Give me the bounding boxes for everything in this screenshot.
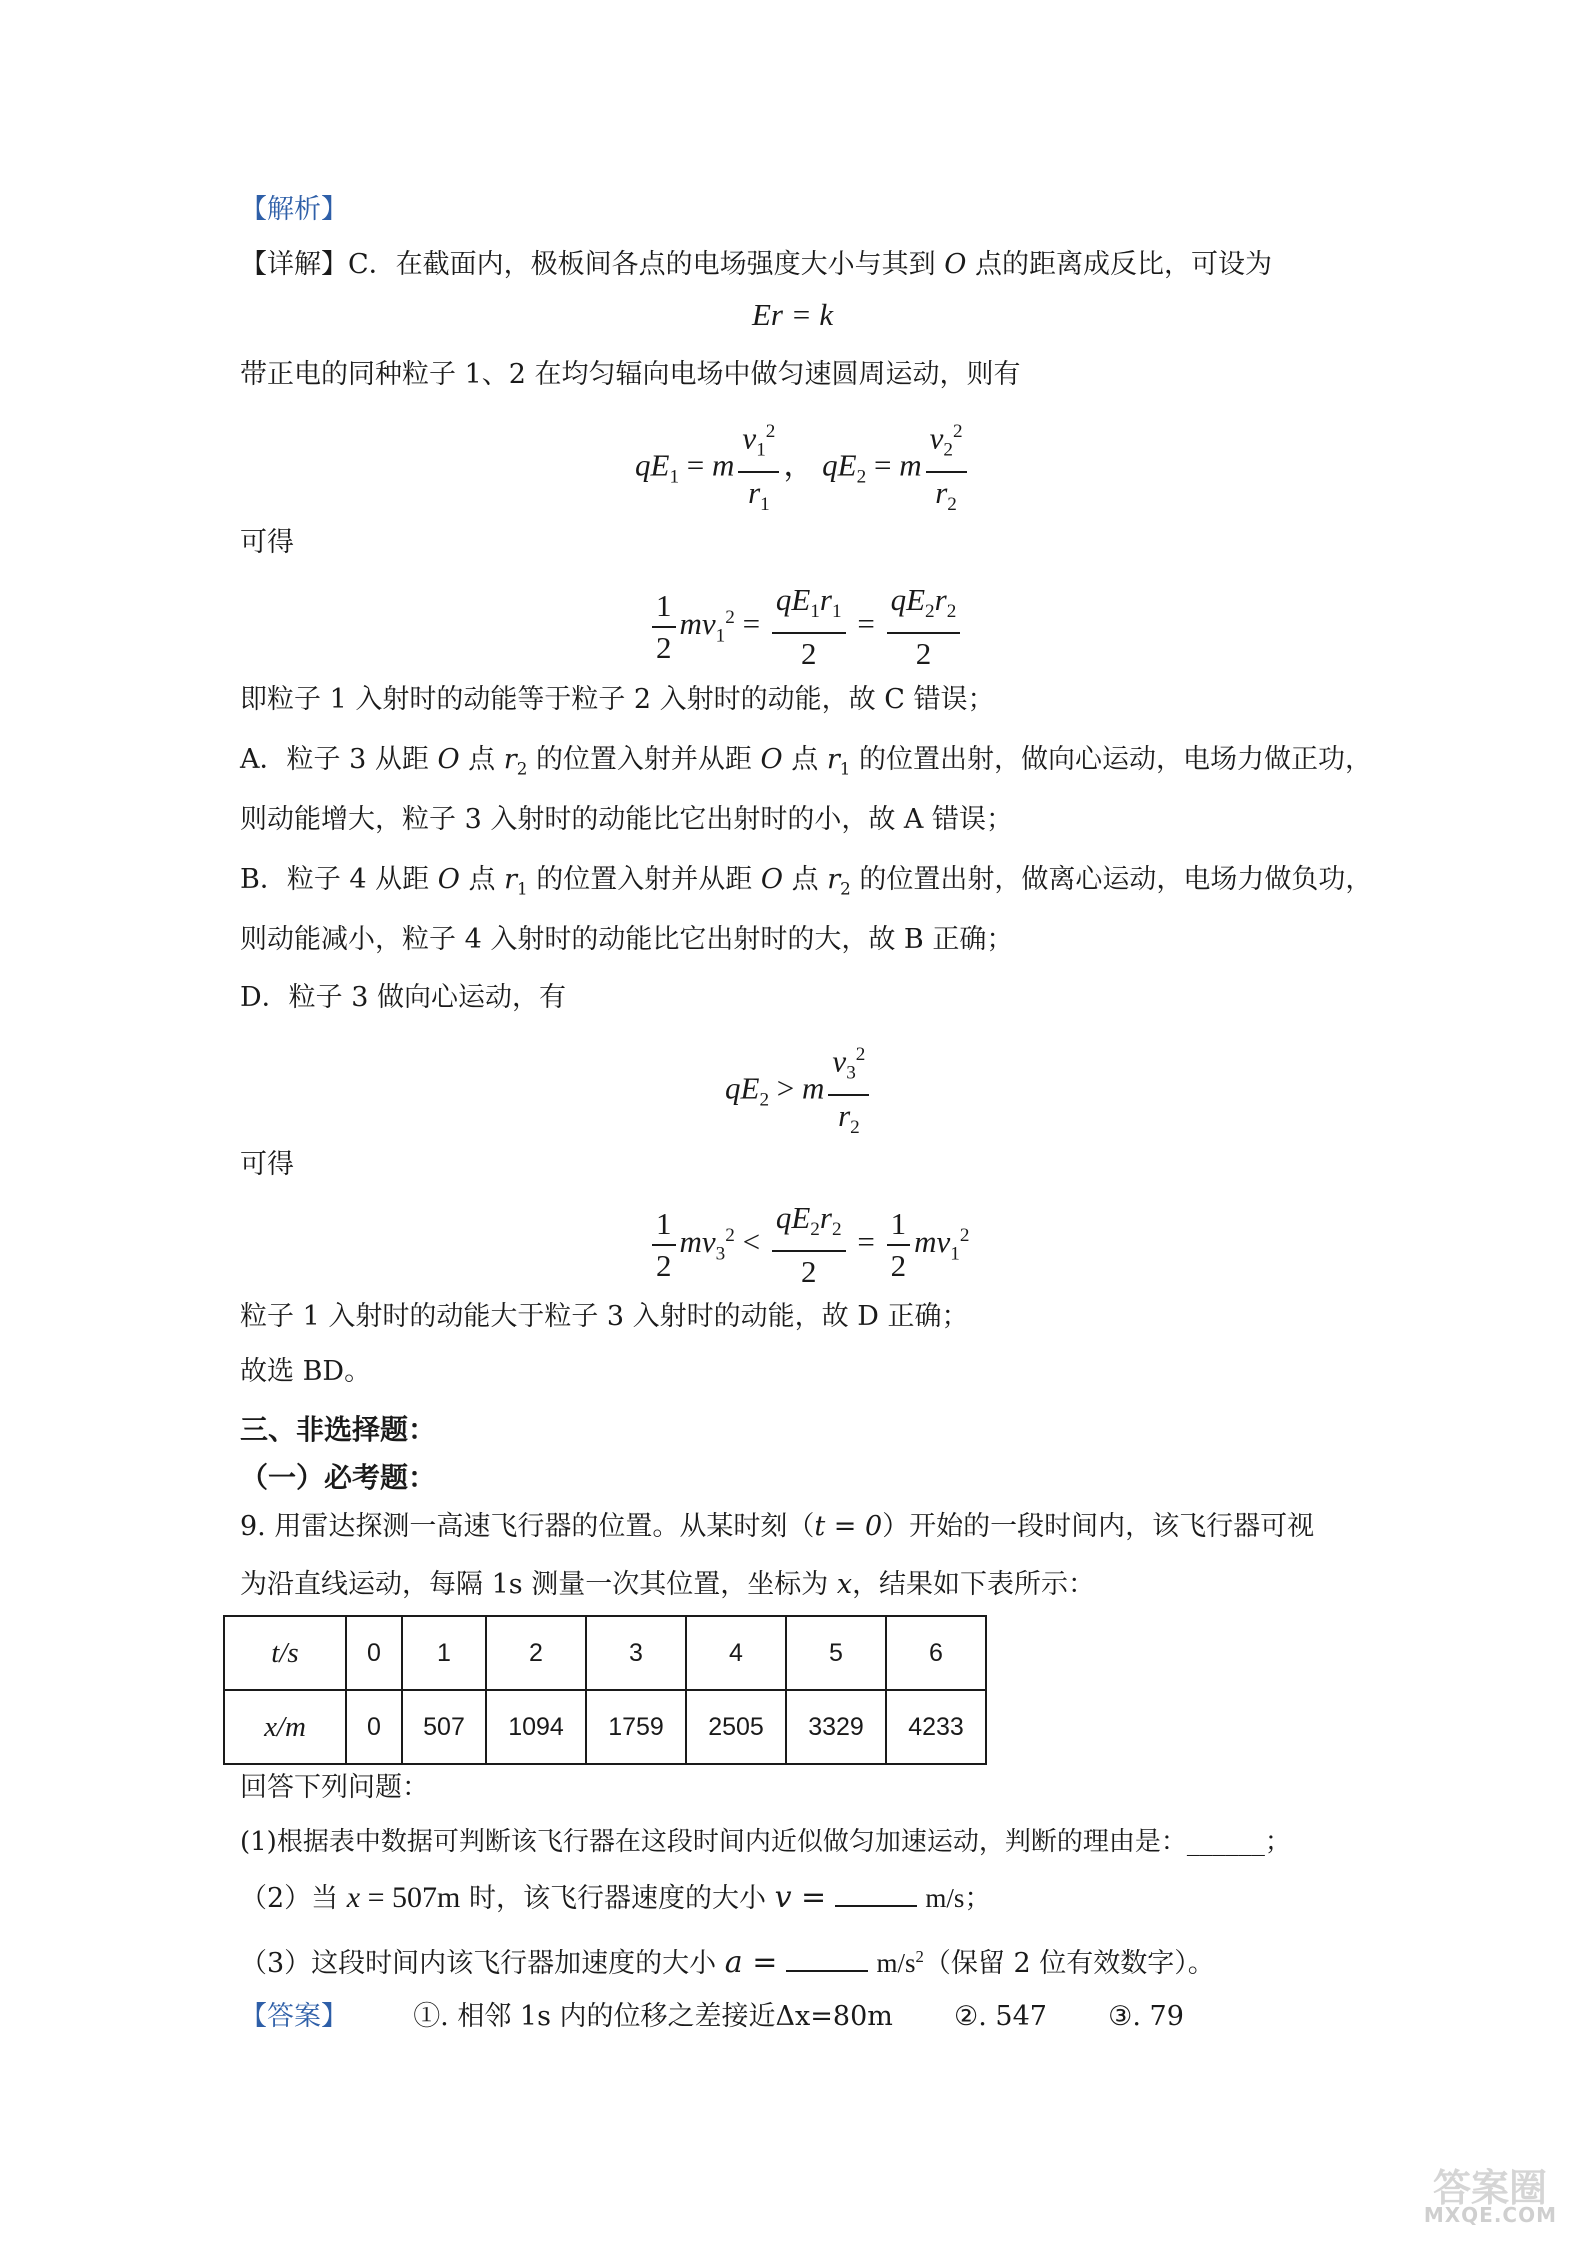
table-row-time — [224, 1616, 986, 1690]
table-cell: 1759 — [586, 1690, 686, 1764]
position-time-table — [223, 1615, 987, 1765]
equation-circular-motion: $qE_1 = m$ $\frac{v_1^2}{r_1}$ ， $qE_2 = m$ $\frac{v_2^2}{r_2}$ — [635, 412, 971, 525]
answer-tag: 【答案】 — [240, 2001, 348, 2032]
can-get-2: 可得 — [240, 1149, 294, 1180]
answer-1: ①. 相邻 1s 内的位移之差接近Δx=80m — [413, 2001, 893, 2032]
sub-question-3: （3）这段时间内该飞行器加速度的大小 $a = m/s^2$（保留 2 位有效数字）。 — [240, 1945, 1215, 1980]
option-a-line2: 则动能增大，粒子 3 入射时的动能比它出射时的小，故 A 错误； — [240, 804, 1014, 835]
particles-paragraph: 带正电的同种粒子 1、2 在均匀辐向电场中做匀速圆周运动，则有 — [240, 359, 1021, 390]
analysis-tag: 【解析】 — [240, 194, 348, 225]
question-9-line2: 为沿直线运动，每隔 1s 测量一次其位置，坐标为 x，结果如下表所示： — [240, 1569, 1096, 1600]
table-row-position — [224, 1690, 986, 1764]
section-3-heading: 三、非选择题： — [240, 1413, 437, 1446]
option-a-line1: A．粒子 3 从距 O 点 $r_2$ 的位置入射并从距 O 点 $r_1$ 的位置出射，做向心运动，电场力做正功， — [240, 744, 1373, 779]
table-cell: 2 — [486, 1616, 586, 1690]
option-d-line: D．粒子 3 做向心运动，有 — [240, 982, 566, 1013]
table-cell: 3 — [586, 1616, 686, 1690]
can-get-1: 可得 — [240, 527, 294, 558]
watermark-logo: 答案圈 — [1432, 2166, 1547, 2210]
table-cell: 4233 — [886, 1690, 986, 1764]
equation-kinetic-energy-equal: $\frac{1}{2}$ $mv_1^2$ = $\frac{qE_1r_1}{2}$ = $\frac{qE_2r_2}{2}$ — [648, 580, 964, 674]
equation-centripetal: $qE_2 > m$ $\frac{v_3^2}{r_2}$ — [725, 1035, 873, 1148]
table-cell: 6 — [886, 1616, 986, 1690]
sub-question-2: （2）当 x = 507m 时，该飞行器速度的大小 v = m/s； — [240, 1880, 992, 1915]
sub-question-1: (1)根据表中数据可判断该飞行器在这段时间内近似做匀加速运动，判断的理由是：______； — [240, 1827, 1291, 1857]
equation-er-k: Er = k — [752, 297, 834, 332]
table-cell: 2505 — [686, 1690, 786, 1764]
table-cell: 1 — [402, 1616, 486, 1690]
table-cell: 1094 — [486, 1690, 586, 1764]
answer-2: ②. 547 — [954, 2001, 1047, 2032]
answer-3: ③. 79 — [1108, 2001, 1184, 2032]
answer-prompt: 回答下列问题： — [240, 1772, 429, 1803]
answer-line — [240, 1997, 1184, 2037]
table-cell: 507 — [402, 1690, 486, 1764]
table-header-t: t/s — [224, 1616, 346, 1690]
answer-blank-3[interactable] — [786, 1944, 868, 1972]
section-3-subheading: （一）必考题： — [240, 1461, 437, 1494]
option-b-line2: 则动能减小，粒子 4 入射时的动能比它出射时的大，故 B 正确； — [240, 924, 1014, 955]
watermark-url: MXQE.COM — [1423, 2203, 1557, 2227]
table-cell: 4 — [686, 1616, 786, 1690]
d-conclusion: 粒子 1 入射时的动能大于粒子 3 入射时的动能，故 D 正确； — [240, 1301, 969, 1332]
answer-blank-2[interactable] — [835, 1879, 917, 1907]
question-9-line1: 9. 用雷达探测一高速飞行器的位置。从某时刻（t = 0）开始的一段时间内，该飞行器可视 — [240, 1511, 1315, 1542]
table-cell: 5 — [786, 1616, 886, 1690]
table-cell: 3329 — [786, 1690, 886, 1764]
final-choice: 故选 BD。 — [240, 1356, 372, 1387]
site-watermark — [1397, 2157, 1557, 2227]
detail-tag: 【详解】 — [240, 249, 348, 280]
c-conclusion: 即粒子 1 入射时的动能等于粒子 2 入射时的动能，故 C 错误； — [240, 684, 995, 715]
table-cell: 0 — [346, 1690, 402, 1764]
table-cell: 0 — [346, 1616, 402, 1690]
detail-c-intro: 【详解】C．在截面内，极板间各点的电场强度大小与其到 O 点的距离成反比，可设为 — [240, 249, 1272, 280]
option-b-line1: B．粒子 4 从距 O 点 $r_1$ 的位置入射并从距 O 点 $r_2$ 的位置出射，做离心运动，电场力做负功， — [240, 864, 1373, 899]
table-header-x: x/m — [224, 1690, 346, 1764]
equation-kinetic-energy-compare: $\frac{1}{2}$ $mv_3^2$ < $\frac{qE_2r_2}{2}$ = $\frac{1}{2}$ $mv_1^2$ — [648, 1198, 969, 1292]
